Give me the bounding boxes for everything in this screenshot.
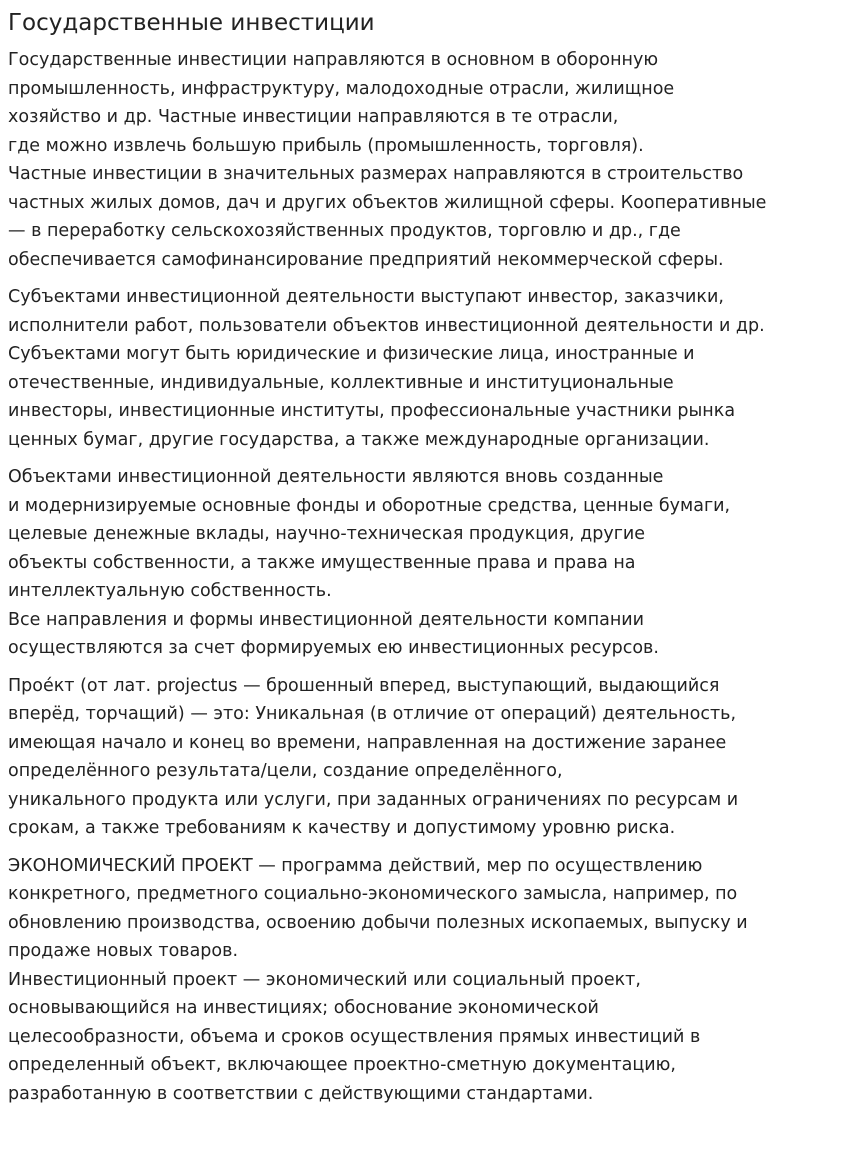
paragraph-line: ЭКОНОМИЧЕСКИЙ ПРОЕКТ — программа действий, мер по осуществлению: [8, 855, 703, 876]
paragraph-line: продаже новых товаров.: [8, 941, 239, 961]
paragraph-line: определённого результата/цели, создание определённого,: [8, 761, 563, 781]
paragraph-line: где можно извлечь большую прибыль (промышленность, торговля).: [8, 135, 644, 156]
paragraph-line: хозяйство и др. Частные инвестиции направляются в те отрасли,: [8, 107, 619, 127]
paragraph-line: частных жилых домов, дач и других объектов жилищной сферы. Кооперативные: [8, 192, 767, 213]
paragraph-line: Инвестиционный проект — экономический или социальный проект,: [8, 969, 641, 990]
paragraph-line: инвесторы, инвестиционные институты, профессиональные участники рынка: [8, 401, 736, 421]
paragraph-line: отечественные, индивидуальные, коллективные и институциональные: [8, 372, 674, 393]
paragraph-line: уникального продукта или услуги, при заданных ограничениях по ресурсам и: [8, 789, 739, 810]
paragraph-line: имеющая начало и конец во времени, направленная на достижение заранее: [8, 732, 727, 753]
paragraph-line: обеспечивается самофинансирование предприятий некоммерческой сферы.: [8, 249, 724, 270]
paragraph-line: вперёд, торчащий) — это: Уникальная (в отличие от операций) деятельность,: [8, 704, 737, 724]
paragraph-line: конкретного, предметного социально-экономического замысла, например, по: [8, 884, 738, 904]
paragraph-line: Объектами инвестиционной деятельности являются вновь созданные: [8, 467, 664, 487]
paragraph-line: Частные инвестиции в значительных размерах направляются в строительство: [8, 164, 744, 184]
paragraph-line: целесообразности, объема и сроков осуществления прямых инвестиций в: [8, 1026, 701, 1047]
paragraph-line: осуществляются за счет формируемых ею инвестиционных ресурсов.: [8, 638, 659, 658]
paragraph-economic-project: [8, 852, 839, 1109]
paragraph-line: — в переработку сельскохозяйственных продуктов, торговлю и др., где: [8, 221, 681, 241]
paragraph-line: объекты собственности, а также имущественные права и права на: [8, 552, 636, 573]
paragraph-line: Субъектами могут быть юридические и физические лица, иностранные и: [8, 344, 695, 364]
paragraph-line: Государственные инвестиции направляются в основном в оборонную: [8, 50, 659, 70]
paragraph-line: обновлению производства, освоению добычи полезных ископаемых, выпуску и: [8, 912, 748, 933]
paragraph-line: срокам, а также требованиям к качеству и допустимому уровню риска.: [8, 818, 676, 838]
paragraph-line: целевые денежные вклады, научно-техническая продукция, другие: [8, 524, 646, 544]
paragraph-line: Все направления и формы инвестиционной деятельности компании: [8, 609, 645, 630]
paragraph-line: и модернизируемые основные фонды и оборотные средства, ценные бумаги,: [8, 495, 731, 516]
paragraph-investment-objects: [8, 463, 839, 663]
paragraph-line: ценных бумаг, другие государства, а также международные организации.: [8, 429, 710, 450]
paragraph-line: интеллектуальную собственность.: [8, 581, 332, 601]
paragraph-line: исполнители работ, пользователи объектов инвестиционной деятельности и др.: [8, 315, 765, 336]
paragraph-line: основывающийся на инвестициях; обоснование экономической: [8, 998, 599, 1018]
paragraph-line: промышленность, инфраструктуру, малодоходные отрасли, жилищное: [8, 78, 675, 99]
paragraph-state-investments: [8, 46, 839, 274]
paragraph-project-definition: [8, 672, 839, 843]
paragraph-line: разработанную в соответствии с действующими стандартами.: [8, 1083, 594, 1104]
paragraph-investment-subjects: [8, 283, 839, 454]
page-title: Государственные инвестиции: [8, 10, 375, 36]
paragraph-line: определенный объект, включающее проектно-сметную документацию,: [8, 1055, 676, 1075]
paragraph-line: Субъектами инвестиционной деятельности выступают инвестор, заказчики,: [8, 287, 724, 307]
paragraph-line: Прое́кт (от лат. projectus — брошенный вперед, выступающий, выдающийся: [8, 675, 720, 696]
